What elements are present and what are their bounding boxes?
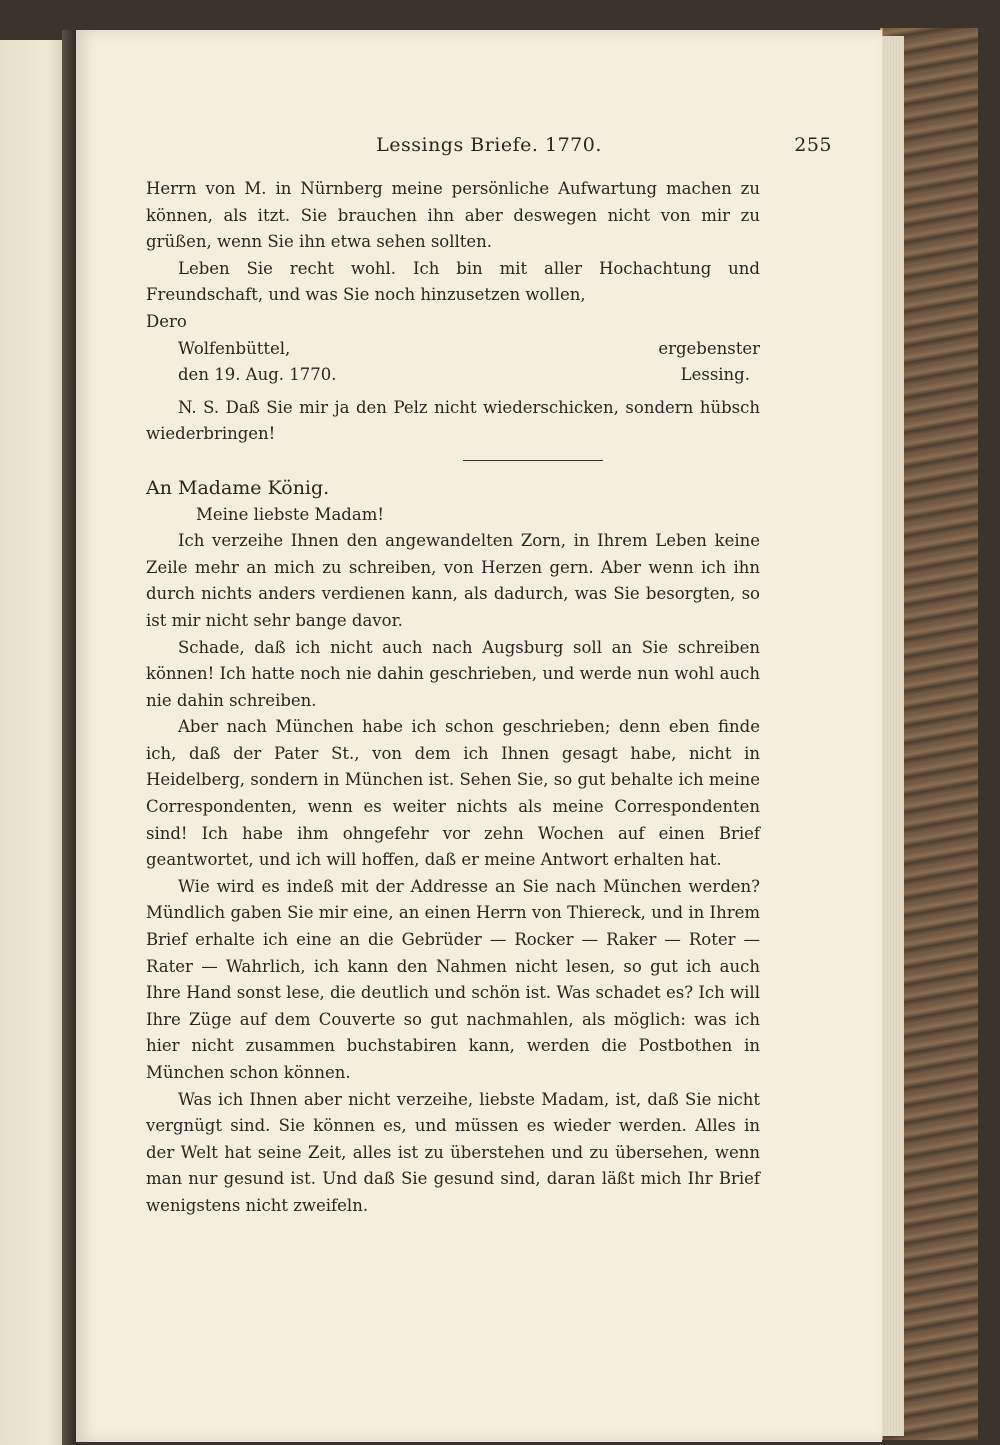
paragraph: Aber nach München habe ich schon geschrieben; denn eben finde ich, daß der Pater St., von dem ich Ihnen gesagt habe, nicht in Heidelberg, sondern in München ist. Sehen Sie, so gut behalte ich meine Correspondenten, wenn es weiter nichts als meine Correspondenten sind! Ich habe ihm ohngefehr vor zehn Wochen auf einen Brief geantwortet, und ich will hoffen, daß er meine Antwort erhalten hat. [146, 717, 760, 870]
salutation: Meine liebste Madam! [196, 504, 384, 524]
page-number: 255 [794, 134, 832, 156]
page-header [146, 134, 832, 164]
closing-row [146, 362, 760, 389]
closing-ergebenster: ergebenster [658, 338, 760, 358]
signature: Lessing. [680, 365, 750, 385]
page-body [146, 176, 760, 1220]
section-divider [463, 460, 603, 461]
paragraph: Was ich Ihnen aber nicht verzeihe, liebste Madam, ist, daß Sie nicht vergnügt sind. Sie können es, und müssen es wieder werden. Alles in der Welt hat seine Zeit, alles ist zu überstehen und zu übersehen, wenn man nur gesund ist. Und daß Sie gesund sind, daran läßt mich Ihr Brief wenigstens nicht zweifeln. [146, 1089, 760, 1215]
paragraph: Schade, daß ich nicht auch nach Augsburg soll an Sie schreiben können! Ich hatte noch nie dahin geschrieben, und werde nun wohl auch nie dahin schreiben. [146, 637, 760, 710]
place: Wolfenbüttel, [178, 338, 291, 358]
book-page [76, 30, 882, 1442]
paragraph: Ich verzeihe Ihnen den angewandelten Zorn, in Ihrem Leben keine Zeile mehr an mich zu schreiben, von Herzen gern. Aber wenn ich ihn durch nichts anders verdienen kann, als dadurch, was Sie besorgten, so ist mir nicht sehr bange davor. [146, 531, 760, 630]
postscript: N. S. Daß Sie mir ja den Pelz nicht wiederschicken, sondern hübsch wiederbringen! [146, 397, 760, 444]
left-page [0, 40, 66, 1445]
closing-dero: Dero [146, 311, 187, 331]
paragraph: Leben Sie recht wohl. Ich bin mit aller Hochachtung und Freundschaft, und was Sie noch hinzusetzen wollen, [146, 258, 760, 305]
paragraph: Herrn von M. in Nürnberg meine persönliche Aufwartung machen zu können, als itzt. Sie brauchen ihn aber deswegen nicht von mir zu grüßen, wenn Sie ihn etwa sehen sollten. [146, 179, 760, 252]
letter-date: den 19. Aug. 1770. [178, 365, 337, 385]
paragraph: Wie wird es indeß mit der Addresse an Sie nach München werden? Mündlich gaben Sie mir eine, an einen Herrn von Thiereck, und in Ihrem Brief erhalte ich eine an die Gebrüder — Rocker — Raker — Roter — Rater — Wahrlich, ich kann den Nahmen nicht lesen, so gut ich auch Ihre Hand sonst lese, die deutlich und schön ist. Was schadet es? Ich will Ihre Züge auf dem Couverte so gut nachmahlen, als möglich: was ich hier nicht zusammen buchstabiren kann, werden die Postbothen in München schon können. [146, 876, 760, 1082]
letter-heading: An Madame König. [146, 476, 330, 499]
page-edges [880, 36, 904, 1436]
closing-row [146, 336, 760, 363]
running-title: Lessings Briefe. 1770. [376, 134, 602, 156]
